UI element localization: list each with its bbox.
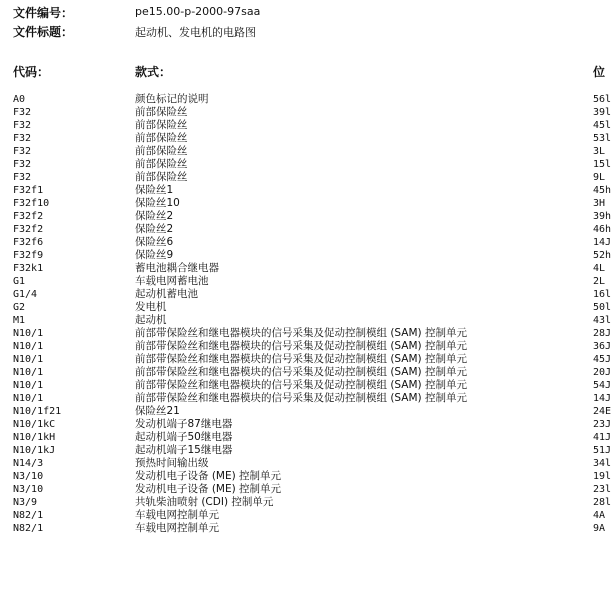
component-list [0,93,611,535]
component-code: F32f9 [13,250,44,261]
component-location: 16l [593,289,611,300]
component-description: 前部带保险丝和继电器模块的信号采集及促动控制模组 (SAM) 控制单元 [135,379,467,391]
component-location: 45l [593,120,611,131]
list-item [0,483,611,496]
header-loc: 位 [593,65,606,79]
component-description: 前部带保险丝和继电器模块的信号采集及促动控制模组 (SAM) 控制单元 [135,327,467,339]
component-description: 保险丝10 [135,197,180,209]
component-code: A0 [13,94,26,105]
document-number-value: pe15.00-p-2000-97saa [135,5,261,18]
list-item [0,470,611,483]
list-item [0,210,611,223]
component-code: F32f6 [13,237,44,248]
list-item [0,236,611,249]
component-location: 43l [593,315,611,326]
list-item [0,366,611,379]
component-code: F32f1 [13,185,44,196]
component-code: N10/1kC [13,419,56,430]
component-description: 发动机电子设备 (ME) 控制单元 [135,470,282,482]
component-description: 共轨柴油喷射 (CDI) 控制单元 [135,496,274,508]
component-code: N10/1 [13,354,44,365]
component-code: N10/1 [13,328,44,339]
list-item [0,418,611,431]
list-item [0,223,611,236]
list-item [0,262,608,275]
list-item [0,444,611,457]
component-description: 前部带保险丝和继电器模块的信号采集及促动控制模组 (SAM) 控制单元 [135,340,467,352]
component-description: 车载电网控制单元 [135,522,219,534]
list-item [0,171,608,184]
component-description: 保险丝9 [135,249,174,261]
component-code: N10/1kJ [13,445,56,456]
component-description: 保险丝2 [135,223,174,235]
component-description: 前部带保险丝和继电器模块的信号采集及促动控制模组 (SAM) 控制单元 [135,366,467,378]
component-description: 前部保险丝 [135,119,188,131]
component-location: 14J [593,237,611,248]
list-item [0,509,608,522]
component-description: 起动机端子50继电器 [135,431,233,443]
component-description: 前部保险丝 [135,106,188,118]
component-location: 51J [593,445,611,456]
component-description: 保险丝6 [135,236,174,248]
component-location: 28J [593,328,611,339]
component-code: N10/1kH [13,432,56,443]
component-code: N3/10 [13,471,44,482]
component-code: N10/1 [13,341,44,352]
component-location: 19l [593,471,611,482]
component-description: 发电机 [135,301,167,313]
component-code: M1 [13,315,26,326]
list-item [0,158,611,171]
list-item [0,379,611,392]
component-location: 3L [593,146,606,157]
component-code: G2 [13,302,26,313]
list-item [0,249,611,262]
component-description: 保险丝21 [135,405,180,417]
component-description: 前部保险丝 [135,145,188,157]
component-location: 34l [593,458,611,469]
component-description: 颜色标记的说明 [135,93,209,105]
component-code: N82/1 [13,523,44,534]
component-description: 蓄电池耦合继电器 [135,262,219,274]
list-item [0,496,611,509]
list-item [0,457,611,470]
component-code: N10/1f21 [13,406,62,417]
component-location: 56l [593,94,611,105]
component-location: 39l [593,107,611,118]
component-location: 50l [593,302,611,313]
component-code: N10/1 [13,380,44,391]
component-location: 41J [593,432,611,443]
component-location: 24E [593,406,611,417]
component-location: 36J [593,341,611,352]
component-location: 9A [593,523,606,534]
component-description: 前部带保险丝和继电器模块的信号采集及促动控制模组 (SAM) 控制单元 [135,353,467,365]
document-title-value: 起动机、发电机的电路图 [135,26,256,39]
component-description: 发动机端子87继电器 [135,418,233,430]
component-code: N10/1 [13,367,44,378]
component-location: 4A [593,510,606,521]
component-location: 23J [593,419,611,430]
component-location: 2L [593,276,606,287]
component-code: F32k1 [13,263,44,274]
component-code: G1/4 [13,289,38,300]
list-item [0,353,611,366]
component-code: F32 [13,133,32,144]
document-title-label: 文件标题： [13,25,74,39]
component-description: 前部保险丝 [135,158,188,170]
document-number-label: 文件编号： [13,6,74,20]
list-item [0,405,611,418]
list-item [0,184,611,197]
list-item [0,288,611,301]
component-description: 发动机电子设备 (ME) 控制单元 [135,483,282,495]
component-description: 保险丝2 [135,210,174,222]
component-code: F32 [13,107,32,118]
component-description: 前部带保险丝和继电器模块的信号采集及促动控制模组 (SAM) 控制单元 [135,392,467,404]
component-location: 4L [593,263,606,274]
component-code: F32 [13,120,32,131]
header-desc: 款式： [135,65,172,79]
component-code: F32 [13,146,32,157]
list-item [0,106,611,119]
list-item [0,119,611,132]
component-code: G1 [13,276,26,287]
component-location: 14J [593,393,611,404]
component-location: 54J [593,380,611,391]
component-description: 前部保险丝 [135,171,188,183]
component-location: 45h [593,185,611,196]
component-location: 20J [593,367,611,378]
component-code: F32 [13,172,32,183]
component-code: N10/1 [13,393,44,404]
component-description: 车载电网蓄电池 [135,275,209,287]
component-code: N3/9 [13,497,38,508]
component-location: 46h [593,224,611,235]
component-description: 起动机蓄电池 [135,288,198,300]
list-item [0,132,611,145]
component-code: N3/10 [13,484,44,495]
component-code: F32f2 [13,224,44,235]
component-code: N14/3 [13,458,44,469]
component-description: 保险丝1 [135,184,174,196]
list-item [0,93,611,106]
component-description: 起动机 [135,314,167,326]
component-description: 起动机端子15继电器 [135,444,233,456]
component-location: 9L [593,172,606,183]
list-item [0,522,608,535]
component-description: 前部保险丝 [135,132,188,144]
component-location: 23l [593,484,611,495]
component-description: 车载电网控制单元 [135,509,219,521]
list-item [0,392,611,405]
header-code: 代码： [13,65,50,79]
list-item [0,275,608,288]
component-description: 预热时间输出级 [135,457,209,469]
list-item [0,327,611,340]
component-location: 28l [593,497,611,508]
component-code: F32f2 [13,211,44,222]
list-item [0,145,608,158]
component-location: 52h [593,250,611,261]
list-item [0,340,611,353]
component-location: 3H [593,198,606,209]
list-item [0,314,611,327]
component-code: F32 [13,159,32,170]
component-location: 45J [593,354,611,365]
component-location: 53l [593,133,611,144]
component-code: N82/1 [13,510,44,521]
component-location: 39h [593,211,611,222]
list-item [0,301,611,314]
component-code: F32f10 [13,198,50,209]
list-item [0,431,611,444]
list-item [0,197,608,210]
component-location: 15l [593,159,611,170]
